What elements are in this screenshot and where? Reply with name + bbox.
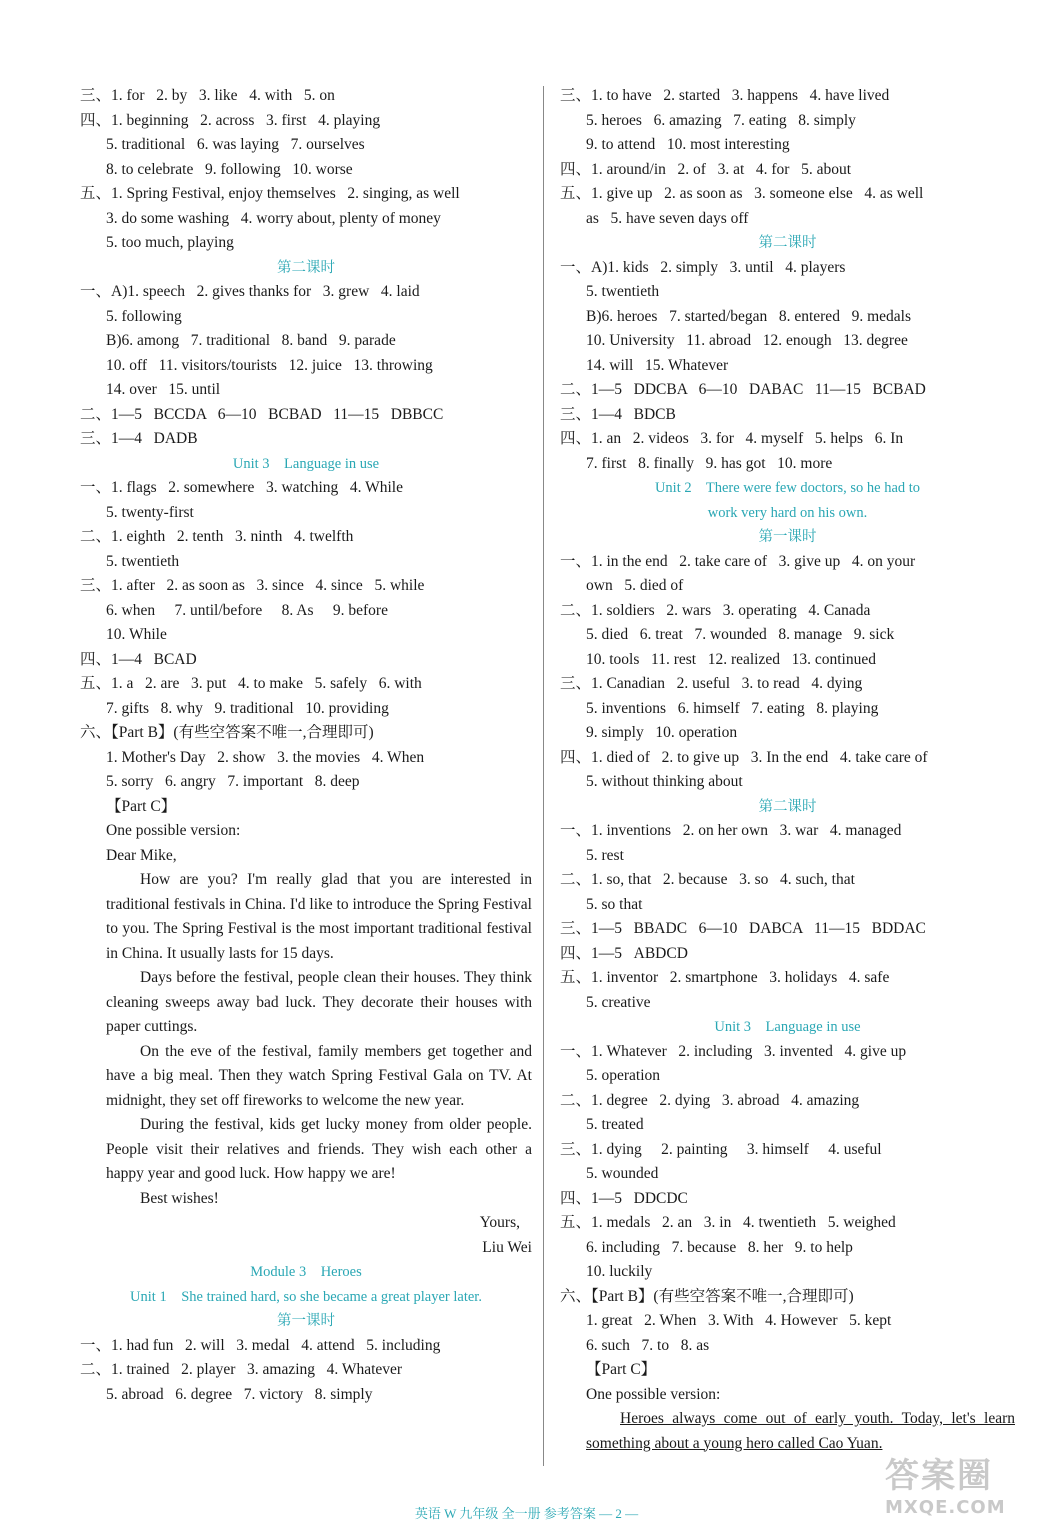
essay-paragraph: Heroes always come out of early youth. Today, let's learn something about a young hero called Cao Yuan. bbox=[586, 1410, 1015, 1452]
answer-line: 9. simply 10. operation bbox=[586, 724, 738, 741]
column-divider bbox=[543, 86, 544, 1466]
unit-heading: Unit 3 Language in use bbox=[714, 1019, 861, 1035]
answer-line: 四、1—4 BCAD bbox=[80, 650, 197, 668]
section-heading: 第二课时 bbox=[277, 259, 335, 276]
answer-line: 5. operation bbox=[586, 1067, 661, 1084]
answer-line: 5. following bbox=[106, 307, 182, 325]
answer-line: 10. tools 11. rest 12. realized 13. continued bbox=[586, 650, 876, 668]
answer-line: 二、1—5 DDCBA 6—10 DABAC 11—15 BCBAD bbox=[560, 381, 926, 398]
answer-line: 四、1. an 2. videos 3. for 4. myself 5. helps 6. In bbox=[560, 430, 904, 447]
answer-line: 5. rest bbox=[586, 846, 624, 864]
letter-paragraph: During the festival, kids get lucky money from older people. People visit their relatives and friends. They wish each other a happy year and good luck. How happy we are! bbox=[106, 1116, 532, 1182]
answer-line: 一、1. inventions 2. on her own 3. war 4. managed bbox=[560, 822, 902, 839]
answer-line: 二、1. trained 2. player 3. amazing 4. Whatever bbox=[80, 1361, 403, 1378]
answer-line: 5. twentieth bbox=[106, 552, 180, 570]
answer-line: 一、A)1. speech 2. gives thanks for 3. grew 4. laid bbox=[80, 283, 420, 300]
answer-line: 1. Mother's Day 2. show 3. the movies 4. When bbox=[106, 748, 425, 766]
essay-intro: One possible version: bbox=[586, 1385, 721, 1403]
answer-line: 六、【Part B】(有些空答案不唯一,合理即可) bbox=[80, 724, 374, 741]
letter-signature: Liu Wei bbox=[482, 1238, 532, 1256]
answer-line: 14. over 15. until bbox=[106, 381, 221, 398]
watermark-text: 答案圈 bbox=[885, 1456, 993, 1496]
left-column bbox=[80, 84, 532, 1407]
answer-line: 一、1. had fun 2. will 3. medal 4. attend 5. including bbox=[80, 1336, 441, 1354]
answer-line: 四、1—5 ABDCD bbox=[560, 944, 688, 962]
section-heading: 第二课时 bbox=[758, 798, 817, 815]
answer-line: 5. inventions 6. himself 7. eating 8. playing bbox=[586, 699, 879, 717]
answer-line: 3. do some washing 4. worry about, plenty of money bbox=[106, 209, 441, 227]
answer-line: 5. without thinking about bbox=[586, 773, 743, 790]
unit-heading: Unit 1 She trained hard, so she became a great player later. bbox=[130, 1288, 482, 1305]
answer-line: 四、1. around/in 2. of 3. at 4. for 5. about bbox=[560, 160, 852, 178]
letter-paragraph: How are you? I'm really glad that you are interested in traditional festivals in China. I'd like to introduce the Spring Festival to you. The Spring Festival is the most important traditional festival in China. It usually lasts for 15 days. bbox=[106, 871, 532, 962]
answer-line: 5. twenty-first bbox=[106, 503, 194, 521]
answer-line: 三、1—4 BDCB bbox=[560, 405, 676, 423]
answer-line: 5. twentieth bbox=[586, 283, 660, 300]
answer-line: 三、1. dying 2. painting 3. himself 4. useful bbox=[560, 1140, 882, 1158]
answer-line: 二、1—5 BCCDA 6—10 BCBAD 11—15 DBBCC bbox=[80, 405, 444, 423]
answer-line: as 5. have seven days off bbox=[586, 209, 749, 227]
answer-line: 三、1. to have 2. started 3. happens 4. have lived bbox=[560, 87, 890, 104]
answer-line: 7. first 8. finally 9. has got 10. more bbox=[586, 454, 833, 472]
answer-line: own 5. died of bbox=[586, 577, 684, 594]
answer-line: 五、1. medals 2. an 3. in 4. twentieth 5. weighed bbox=[560, 1214, 896, 1231]
answer-line: 5. wounded bbox=[586, 1165, 659, 1182]
right-column bbox=[560, 84, 1015, 1456]
answer-line: 8. to celebrate 9. following 10. worse bbox=[106, 160, 353, 178]
answer-line: 四、1. died of 2. to give up 3. In the end 4. take care of bbox=[560, 748, 928, 766]
letter-paragraph: Days before the festival, people clean their houses. They think cleaning sweeps away bad luck. They decorate their houses with paper cuttings. bbox=[106, 969, 532, 1035]
answer-line: 10. University 11. abroad 12. enough 13. degree bbox=[586, 332, 908, 349]
answer-line: 四、1—5 DDCDC bbox=[560, 1189, 688, 1207]
answer-line: 一、1. Whatever 2. including 3. invented 4. give up bbox=[560, 1042, 907, 1060]
unit-heading-continued: work very hard on his own. bbox=[707, 504, 868, 521]
answer-line: 二、1. so, that 2. because 3. so 4. such, that bbox=[560, 871, 855, 888]
unit-heading: Unit 2 There were few doctors, so he had to bbox=[654, 480, 921, 496]
answer-line: 三、1—5 BBADC 6—10 DABCA 11—15 BDDAC bbox=[560, 920, 926, 937]
answer-line: 五、1. Spring Festival, enjoy themselves 2. singing, as well bbox=[80, 185, 460, 202]
answer-line: 5. traditional 6. was laying 7. ourselves bbox=[106, 136, 365, 153]
answer-line: 二、1. eighth 2. tenth 3. ninth 4. twelfth bbox=[80, 528, 354, 545]
answer-line: B)6. heroes 7. started/began 8. entered 9. medals bbox=[586, 307, 911, 325]
answer-line: 一、1. flags 2. somewhere 3. watching 4. While bbox=[80, 479, 403, 496]
answer-line: 10. luckily bbox=[586, 1263, 653, 1280]
answer-line: 14. will 15. Whatever bbox=[586, 356, 729, 374]
answer-line: 6. such 7. to 8. as bbox=[586, 1336, 710, 1354]
answer-line: 5. sorry 6. angry 7. important 8. deep bbox=[106, 773, 360, 790]
answer-line: 一、1. in the end 2. take care of 3. give up 4. on your bbox=[560, 552, 916, 570]
letter-salutation: Dear Mike, bbox=[106, 846, 177, 864]
answer-line: 7. gifts 8. why 9. traditional 10. providing bbox=[106, 699, 389, 717]
answer-line: 9. to attend 10. most interesting bbox=[586, 136, 790, 153]
module-heading: Module 3 Heroes bbox=[250, 1264, 362, 1280]
part-c-label: 【Part C】 bbox=[586, 1361, 657, 1378]
answer-line: 二、1. soldiers 2. wars 3. operating 4. Canada bbox=[560, 601, 871, 619]
answer-line: 5. treated bbox=[586, 1116, 644, 1133]
answer-line: 三、1—4 DADB bbox=[80, 430, 198, 447]
answer-line: 三、1. Canadian 2. useful 3. to read 4. dying bbox=[560, 675, 863, 692]
answer-line: 5. creative bbox=[586, 993, 651, 1011]
answer-line: 5. died 6. treat 7. wounded 8. manage 9. sick bbox=[586, 626, 895, 643]
answer-line: 5. too much, playing bbox=[106, 234, 234, 251]
answer-line: 6. when 7. until/before 8. As 9. before bbox=[106, 601, 388, 619]
letter-paragraph: On the eve of the festival, family members get together and have a big meal. Then they watch Spring Festival Gala on TV. At midnight, they set off fireworks to welcome the new year. bbox=[106, 1042, 532, 1109]
answer-line: 四、1. beginning 2. across 3. first 4. playing bbox=[80, 111, 381, 129]
essay-intro: One possible version: bbox=[106, 822, 241, 839]
answer-line: 三、1. for 2. by 3. like 4. with 5. on bbox=[80, 87, 335, 104]
section-heading: 第一课时 bbox=[758, 529, 817, 545]
watermark-logo bbox=[885, 1448, 1035, 1528]
answer-line: 二、1. degree 2. dying 3. abroad 4. amazing bbox=[560, 1091, 860, 1109]
answer-line: 六、【Part B】(有些空答案不唯一,合理即可) bbox=[560, 1287, 854, 1305]
page-footer: 英语 W 九年级 全一册 参考答案 — 2 — bbox=[414, 1506, 639, 1521]
answer-line: 5. abroad 6. degree 7. victory 8. simply bbox=[106, 1385, 373, 1403]
unit-heading: Unit 3 Language in use bbox=[232, 455, 380, 472]
answer-line: B)6. among 7. traditional 8. band 9. parade bbox=[106, 332, 396, 349]
answer-line: 五、1. a 2. are 3. put 4. to make 5. safely 6. with bbox=[80, 675, 422, 692]
section-heading: 第二课时 bbox=[758, 235, 817, 251]
answer-line: 5. so that bbox=[586, 895, 643, 913]
answer-line: 6. including 7. because 8. her 9. to help bbox=[586, 1238, 853, 1256]
answer-line: 10. While bbox=[106, 626, 167, 643]
letter-yours: Yours, bbox=[479, 1214, 520, 1231]
answer-line: 一、A)1. kids 2. simply 3. until 4. players bbox=[560, 258, 846, 276]
answer-line: 1. great 2. When 3. With 4. However 5. kept bbox=[586, 1312, 892, 1329]
answer-line: 三、1. after 2. as soon as 3. since 4. since 5. while bbox=[80, 577, 425, 594]
answer-line: 5. heroes 6. amazing 7. eating 8. simply bbox=[586, 111, 856, 129]
letter-closing: Best wishes! bbox=[140, 1189, 219, 1207]
answer-line: 五、1. give up 2. as soon as 3. someone else 4. as well bbox=[560, 185, 924, 202]
answer-line: 10. off 11. visitors/tourists 12. juice 13. throwing bbox=[106, 356, 433, 374]
section-heading: 第一课时 bbox=[277, 1313, 335, 1329]
part-c-label: 【Part C】 bbox=[106, 797, 177, 815]
watermark-url: MXQE.COM bbox=[885, 1497, 1006, 1518]
answer-line: 五、1. inventor 2. smartphone 3. holidays 4. safe bbox=[560, 969, 890, 986]
